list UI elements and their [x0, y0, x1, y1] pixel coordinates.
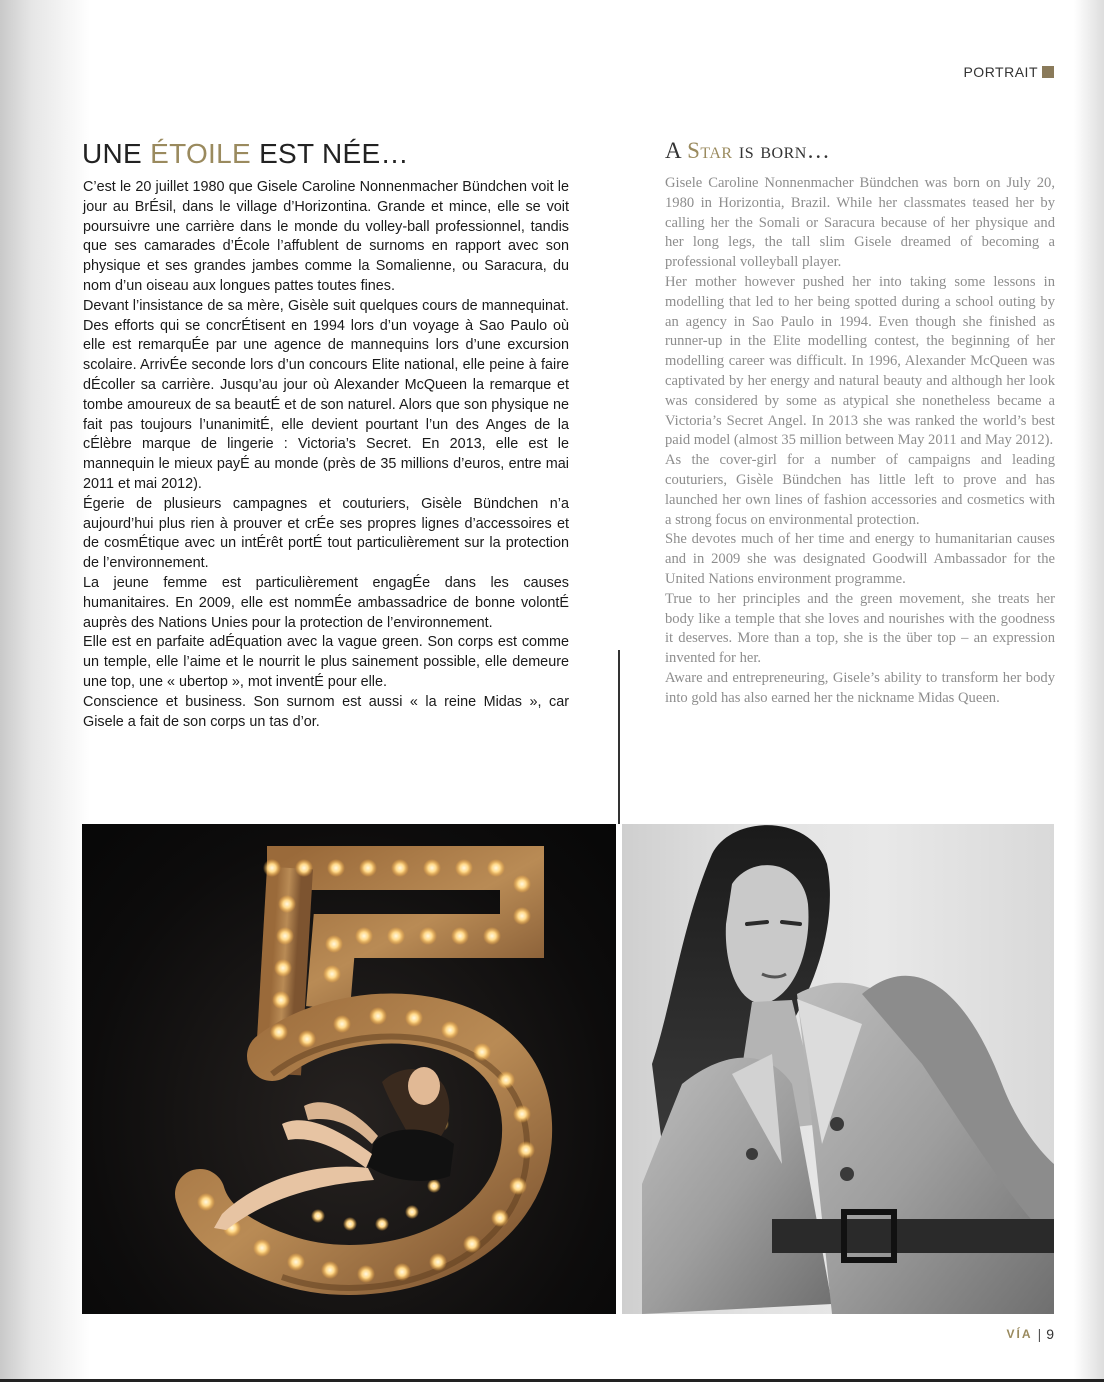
- french-paragraph: Devant l’insistance de sa mère, Gisèle suit quelques cours de mannequinat. Des efforts qui se concrÉtisent en 1994 lors d’un voyage à Sao Paulo où elle est remarquÉe par une agence de mannequins lors d’une excursion scolaire. ArrivÉe seconde lors d’un concours Elite national, elle peine à faire dÉcoller sa carrière. Jusqu’au jour où Alexander McQueen la remarque et tombe amoureux de sa beautÉ et de son naturel. Alors que son physique ne fait pas toujours l’unanimitÉ, elle devient pourtant l’un des Anges de la cÉlèbre marque de lingerie : Victoria’s Secret. En 2013, elle est le mannequin le mieux payÉ au monde (près de 35 millions d’euros, entre mai 2011 et mai 2012).: [83, 297, 569, 492]
- english-title: [665, 138, 830, 164]
- english-title-end: is born…: [732, 138, 831, 163]
- french-title: [82, 138, 409, 170]
- english-paragraph: True to her principles and the green movement, she treats her body like a temple that she loves and nourishes with the goodness it deserves. More than a top, she is the über top – an expression invented for her.: [665, 590, 1055, 667]
- section-tag: [963, 64, 1054, 80]
- page-edge-shadow: [1074, 0, 1104, 1382]
- magazine-brand: VÍA: [1006, 1327, 1033, 1341]
- french-title-accent: ÉTOILE: [150, 138, 251, 169]
- photo-number-five-marquee: [82, 824, 616, 1314]
- french-title-end: EST NÉE…: [251, 138, 409, 169]
- english-article-body: [665, 174, 1055, 709]
- photo-trench-coat-portrait: [622, 824, 1054, 1314]
- french-paragraph: Elle est en parfaite adÉquation avec la vague green. Son corps est comme un temple, elle l’aime et le nourrit le plus sainement possible, elle demeure une top, une « ubertop », mot inventÉ pour elle.: [83, 634, 569, 690]
- french-article-body: [83, 178, 569, 732]
- section-label: PORTRAIT: [963, 64, 1038, 80]
- page-folio: [1007, 1326, 1054, 1342]
- reclining-figure: [214, 1067, 454, 1230]
- folio-separator: |: [1037, 1326, 1042, 1342]
- french-paragraph: La jeune femme est particulièrement engagÉe dans les causes humanitaires. En 2009, elle est nommÉe ambassadrice de bonne volontÉ auprès des Nations Unies pour la protection de l’environnement.: [83, 574, 569, 631]
- square-icon: [1042, 66, 1054, 78]
- english-paragraph: She devotes much of her time and energy to humanitarian causes and in 2009 she was designated Goodwill Ambassador for the United Nations environment programme.: [665, 531, 1055, 587]
- french-paragraph: Égerie de plusieurs campagnes et couturiers, Gisèle Bündchen n’a aujourd’hui plus rien à prouver et crÉe ses propres lignes d’accessoires et de cosmÉtique avec un intÉrêt portÉ tout particulièrement sur la protection de l’environnement.: [83, 495, 569, 572]
- french-paragraph: Conscience et business. Son surnom est aussi « la reine Midas », car Gisele a fait de son corps un tas d’or.: [83, 693, 569, 730]
- french-paragraph: C’est le 20 juillet 1980 que Gisele Caroline Nonnenmacher Bündchen voit le jour au BrÉsil, dans le village d’Horizontina. Grande et mince, elle se voit poursuivre une carrière dans le monde du volley-ball professionnel, tandis que ses camarades d’École l’affublent de surnoms en rapport avec son physique et ses grandes jambes comme la Somalienne, ou Saracura, du nom d’un oiseau aux longues pattes toutes fines.: [83, 179, 569, 294]
- english-paragraph: Aware and entrepreneuring, Gisele’s ability to transform her body into gold has also earned her the nickname Midas Queen.: [665, 669, 1055, 706]
- portrait-illustration: [622, 824, 1054, 1314]
- english-paragraph: Gisele Caroline Nonnenmacher Bündchen was born on July 20, 1980 in Horizontia, Brazil. While her classmates teased her by calling her the Somali or Saracura because of her physique and her long legs, the tall slim Gisele dreamed of becoming a professional volleyball player.: [665, 175, 1055, 271]
- english-paragraph: Her mother however pushed her into taking some lessons in modelling that led to her being spotted during a school outing by an agency in Sao Paulo in 1994. Even though she finished as runner-up in the Elite modelling contest, the beginning of her modelling career was difficult. In 1996, Alexander McQueen was captivated by her energy and natural beauty and although her look was considered by some as atypical she nonetheless became a Victoria’s Secret Angel. In 2013 she was ranked the world’s best paid model (almost 35 million between May 2011 and May 2012).: [665, 273, 1055, 449]
- english-title-accent: Star: [687, 138, 733, 163]
- english-title-start: A: [665, 138, 688, 163]
- english-paragraph: As the cover-girl for a number of campaigns and leading couturiers, Gisèle Bündchen has little left to prove and has launched her own lines of fashion accessories and cosmetics with a strong focus on environmental protection.: [665, 452, 1055, 528]
- page-number: 9: [1046, 1326, 1054, 1342]
- column-divider: [618, 650, 620, 824]
- french-title-start: UNE: [82, 138, 151, 169]
- number-five-illustration: [82, 824, 616, 1314]
- page-spine-shadow: [0, 0, 90, 1382]
